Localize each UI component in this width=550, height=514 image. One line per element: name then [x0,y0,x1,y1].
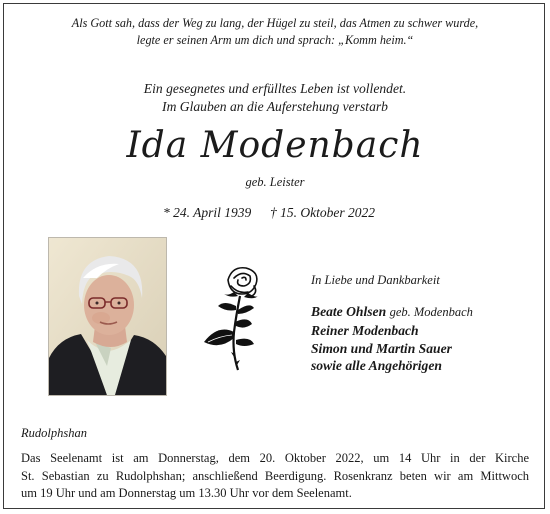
mourner-line-1 [311,303,473,322]
birth-date: * 24. April 1939 [163,205,252,220]
intro-line-2: Im Glauben an die Auferstehung verstarb [162,99,388,114]
intro-line-1: Ein gesegnetes und erfülltes Leben ist vollendet. [143,81,407,96]
deceased-name: Ida Modenbach [126,125,424,166]
intro-text [0,80,550,116]
notice-line-2: St. Sebastian zu Rudolphshan; anschließend Beerdigung. Rosenkranz beten wir am Mittwoch [21,468,529,483]
death-date: † 15. Oktober 2022 [270,205,375,220]
verse-line-2: legte er seinen Arm um dich und sprach: „Komm heim.“ [136,33,414,47]
verse-line-1: Als Gott sah, dass der Weg zu lang, der Hügel zu steil, das Atmen zu schwer wurde, [71,16,479,30]
mourner-name-1: Beate Ohlsen [311,304,387,319]
mourner-line-2: Reiner Modenbach [311,322,419,338]
funeral-notice [21,450,529,503]
portrait-image [49,238,166,395]
mourner-suffix-1: geb. Modenbach [389,305,473,319]
mourners-heading: In Liebe und Dankbarkeit [311,273,440,287]
mourners-list [311,303,473,375]
place-name: Rudolphshan [21,426,87,440]
mourner-line-4: sowie alle Angehörigen [311,358,442,374]
mourner-line-3: Simon und Martin Sauer [311,340,452,356]
notice-line-1: Das Seelenamt ist am Donnerstag, dem 20. Oktober 2022, um 14 Uhr in der Kirche [21,451,529,465]
notice-line-3: um 19 Uhr und am Donnerstag um 13.30 Uhr vor dem Seelenamt. [21,486,352,500]
maiden-name: geb. Leister [245,175,305,189]
opening-verse [0,15,550,49]
rose-icon [198,262,273,374]
portrait-photo [48,237,167,396]
